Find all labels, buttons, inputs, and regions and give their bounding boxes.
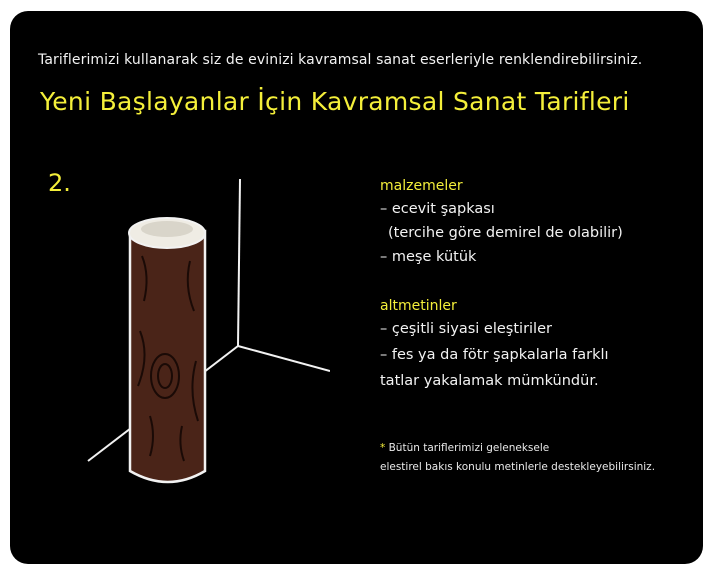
subtexts-heading: altmetinler (380, 298, 457, 314)
ingredient-item: (tercihe göre demirel de olabilir) (388, 225, 623, 241)
ingredients-heading: malzemeler (380, 178, 463, 194)
footnote-line (380, 442, 549, 454)
subtext-item: – fes ya da fötr şapkalarla farklı (380, 347, 609, 363)
floor-right-line (238, 346, 330, 371)
footnote-star: * (380, 442, 386, 454)
page-title: Yeni Başlayanlar İçin Kavramsal Sanat Tarifleri (40, 87, 630, 116)
step-number: 2. (48, 169, 71, 197)
ingredient-item: – meşe kütük (380, 249, 477, 265)
footnote-line: elestirel bakıs konulu metinlerle destekleyebilirsiniz. (380, 461, 656, 473)
log-body (130, 231, 205, 482)
illustration-panel (10, 11, 703, 564)
wall-corner-line (238, 179, 240, 346)
ingredient-item: – ecevit şapkası (380, 201, 495, 217)
log-top-rings (141, 221, 193, 237)
log-and-room-corner-drawing (70, 171, 330, 501)
subtext-item: – çeşitli siyasi eleştiriler (380, 321, 552, 337)
subtext-item: tatlar yakalamak mümkündür. (380, 373, 599, 389)
footnote-text: Bütün tariflerimizi geleneksele (388, 442, 550, 454)
tagline: Tariflerimizi kullanarak siz de evinizi kavramsal sanat eserleriyle renklendirebilirsiniz. (38, 52, 643, 68)
